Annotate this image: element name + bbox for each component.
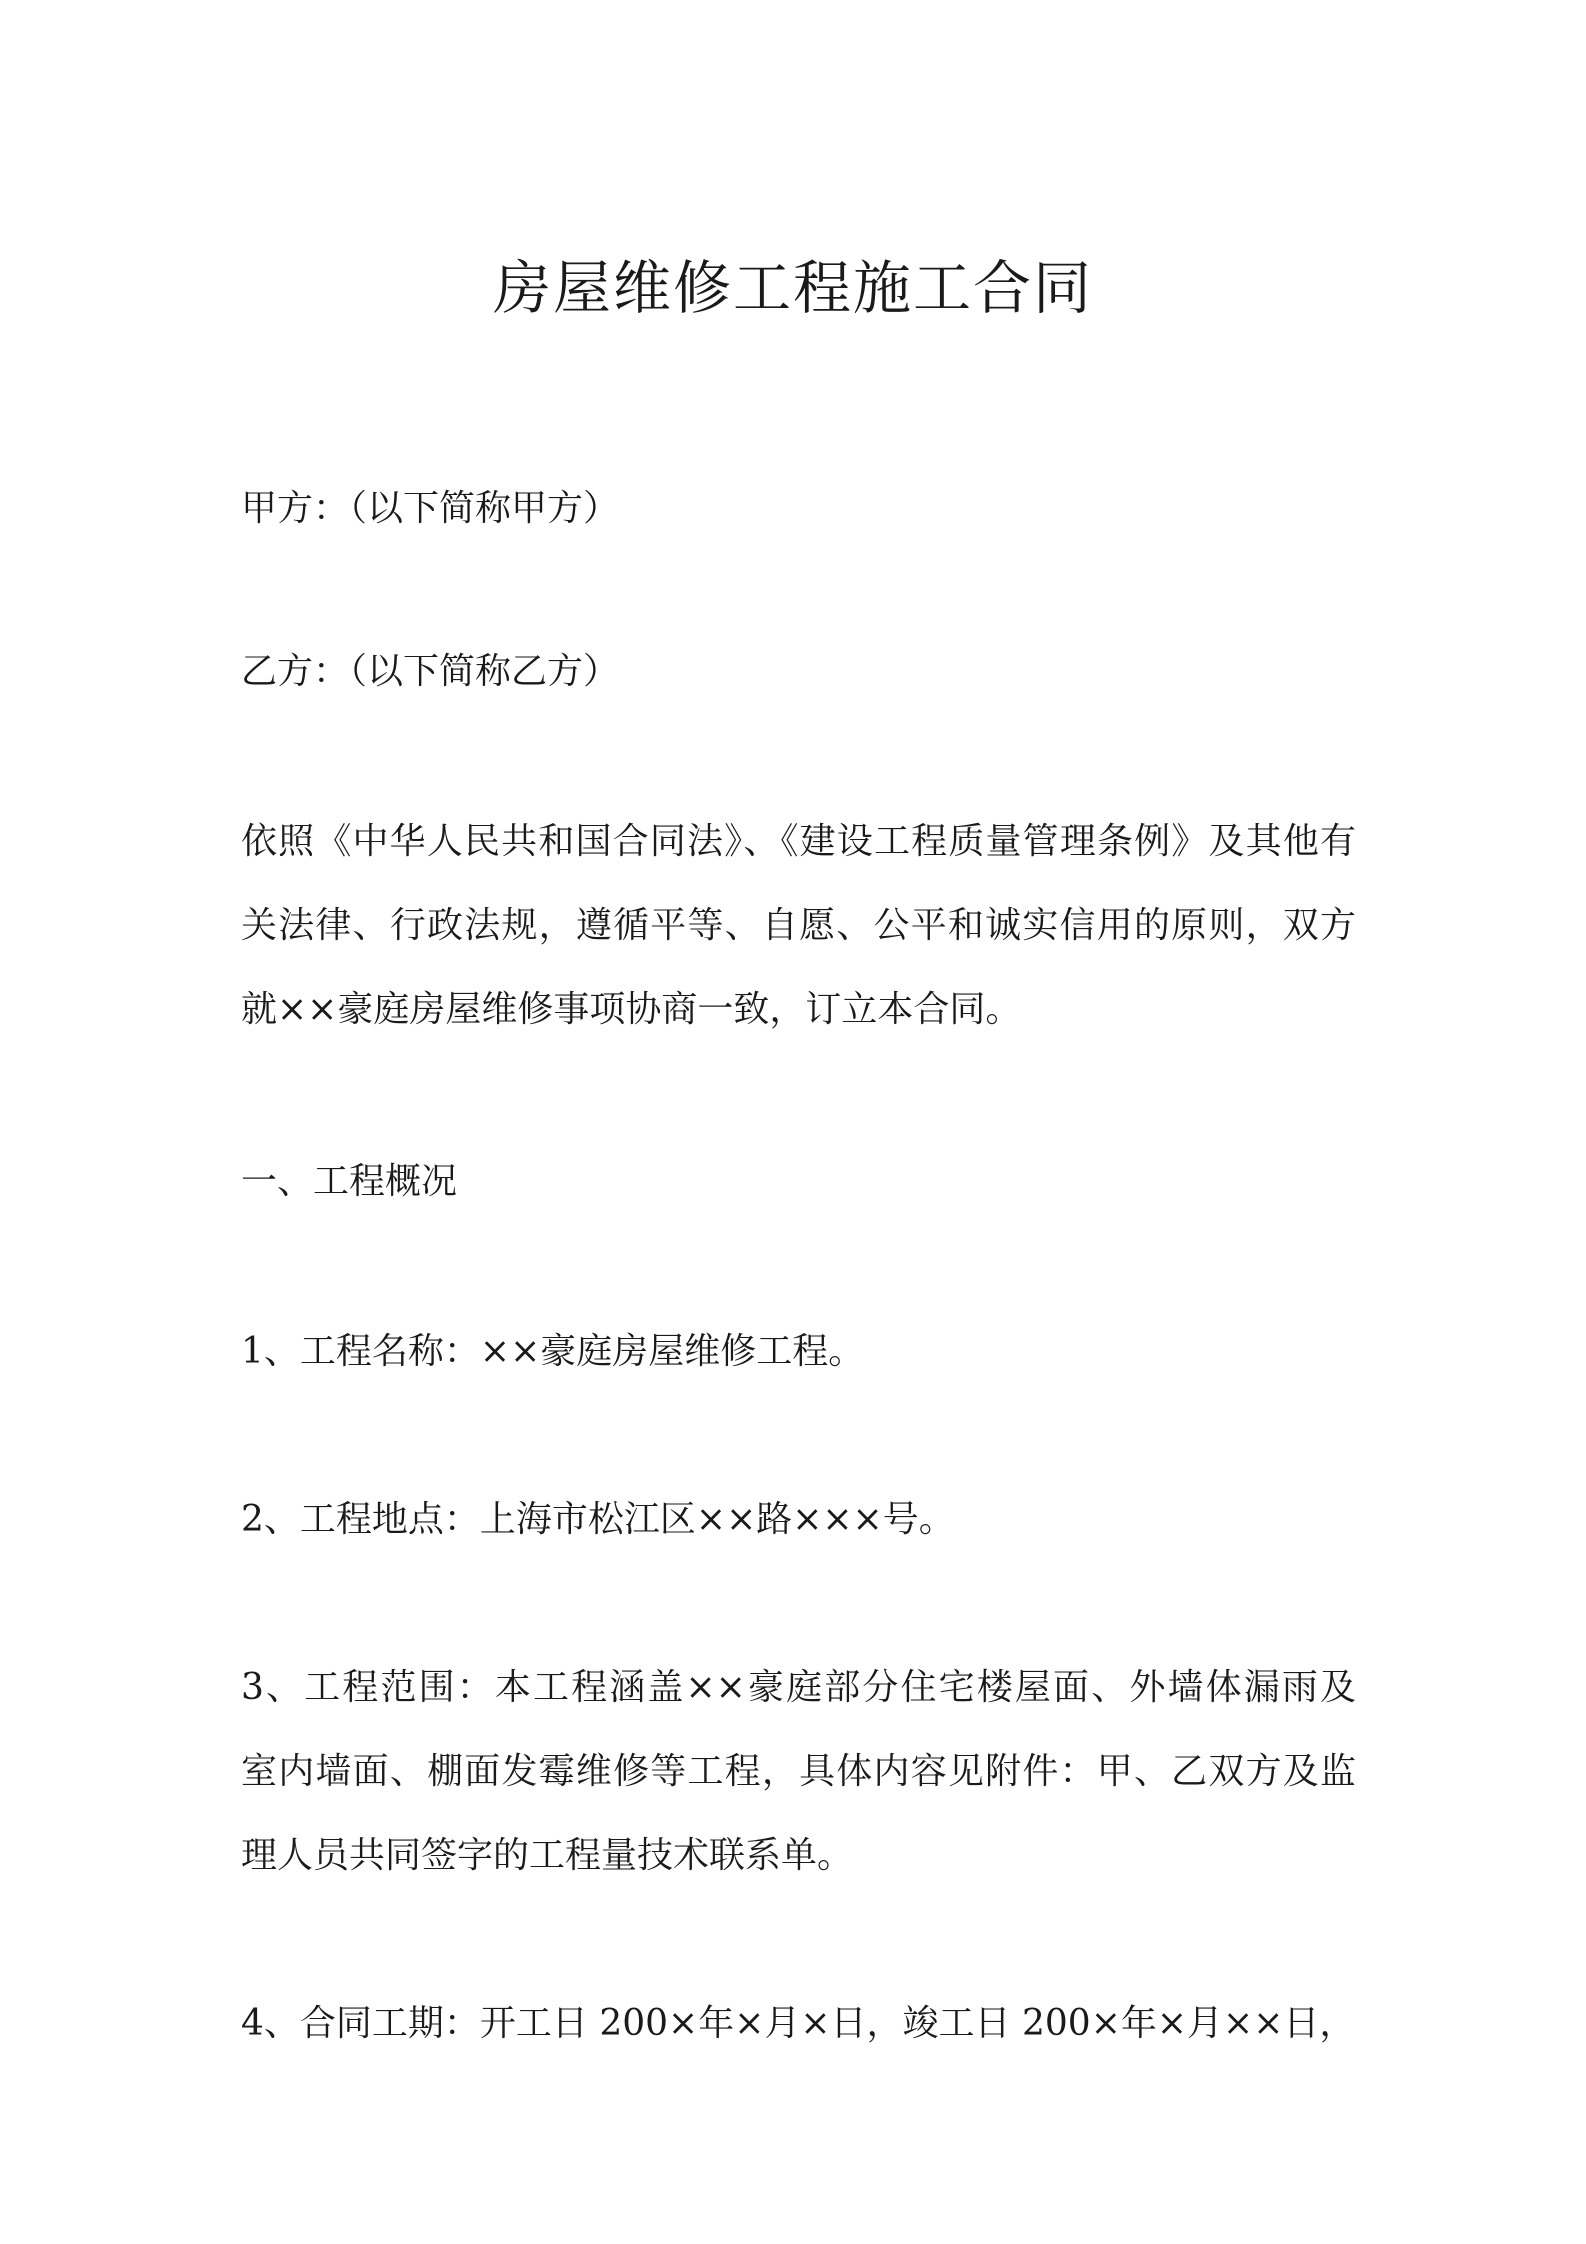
section-1-heading: 一、工程概况	[241, 1161, 458, 1202]
scope-line: 室内墙面、棚面发霉维修等工程，具体内容见附件：甲、乙双方及监	[241, 1751, 1356, 1792]
scope-line: 理人员共同签字的工程量技术联系单。	[241, 1835, 854, 1876]
item-1-project-name: 1、工程名称：××豪庭房屋维修工程。	[241, 1331, 865, 1372]
item-2-project-location: 2、工程地点：上海市松江区××路×××号。	[241, 1499, 955, 1540]
scope-line: 3、工程范围：本工程涵盖××豪庭部分住宅楼屋面、外墙体漏雨及	[241, 1667, 1356, 1708]
item-4-contract-period: 4、合同工期：开工日 200×年×月×日，竣工日 200×年×月××日，	[241, 2003, 1356, 2044]
preamble-paragraph	[241, 800, 1356, 1052]
preamble-line: 就××豪庭房屋维修事项协商一致，订立本合同。	[241, 989, 1022, 1030]
preamble-line: 依照《中华人民共和国合同法》、《建设工程质量管理条例》及其他有	[241, 821, 1356, 862]
item-3-project-scope	[241, 1646, 1356, 1898]
document-title: 房屋维修工程施工合同	[492, 254, 1093, 322]
party-a-line: 甲方：（以下简称甲方）	[241, 488, 620, 529]
party-b-line: 乙方：（以下简称乙方）	[241, 651, 620, 692]
preamble-line: 关法律、行政法规，遵循平等、自愿、公平和诚实信用的原则，双方	[241, 905, 1356, 946]
